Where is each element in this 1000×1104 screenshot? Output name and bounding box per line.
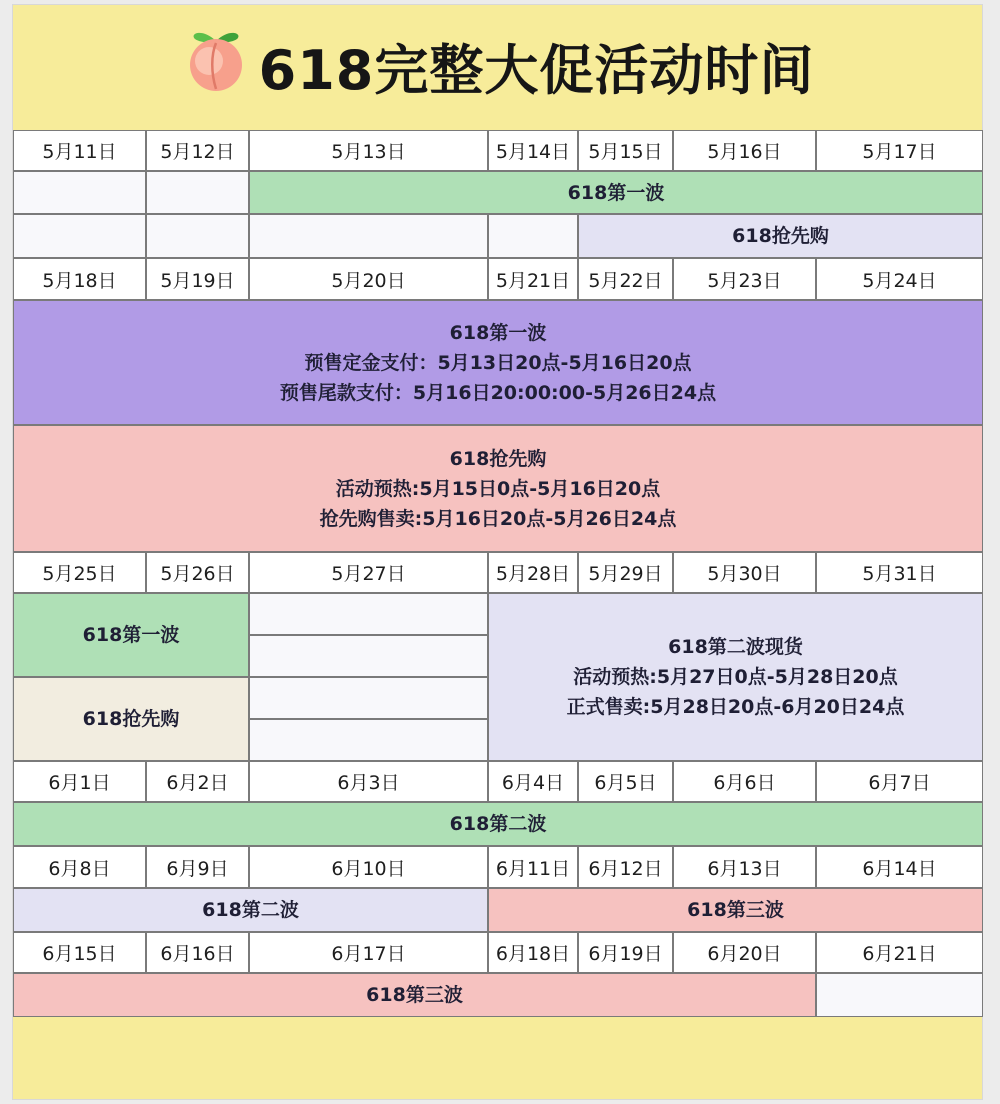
date-cell — [816, 552, 983, 593]
cell-text: 618第三波 — [366, 984, 463, 1006]
empty-cell — [249, 214, 488, 258]
band-title: 618抢先购 — [449, 447, 547, 470]
date-cell — [578, 932, 673, 973]
cell-text: 6月10日 — [331, 857, 406, 880]
band-detail-line: 活动预热:5月27日0点-5月28日20点 — [573, 666, 898, 688]
date-cell — [13, 552, 146, 593]
empty-cell — [816, 973, 983, 1017]
cell-text: 6月3日 — [337, 772, 400, 794]
date-cell — [249, 258, 488, 300]
date-cell — [488, 552, 578, 593]
empty-cell — [249, 593, 488, 635]
cell-text: 618第一波 — [82, 624, 180, 646]
cell-text: 6月17日 — [331, 943, 406, 965]
empty-cell — [249, 719, 488, 761]
date-cell — [816, 130, 983, 171]
band-detail-line: 预售尾款支付：5月16日20:00:00-5月26日24点 — [279, 381, 717, 404]
date-cell — [488, 932, 578, 973]
date-cell — [488, 761, 578, 802]
cell-text: 6月2日 — [166, 772, 229, 794]
date-cell — [578, 130, 673, 171]
cell-text: 6月16日 — [160, 943, 235, 965]
cell-text: 618抢先购 — [732, 225, 829, 247]
cell-text: 6月4日 — [501, 772, 565, 794]
date-cell — [249, 846, 488, 888]
cell-text: 5月28日 — [495, 563, 571, 585]
band-detail-line: 抢先购售卖:5月16日20点-5月26日24点 — [319, 507, 677, 530]
date-cell — [249, 932, 488, 973]
cell-text: 618第二波 — [449, 813, 547, 835]
date-cell — [816, 761, 983, 802]
date-cell — [146, 932, 249, 973]
date-cell — [146, 552, 249, 593]
cell-text: 5月12日 — [160, 141, 235, 163]
date-cell — [673, 932, 816, 973]
band-title: 618第二波现货 — [668, 636, 803, 658]
date-cell — [673, 130, 816, 171]
cell-text: 6月8日 — [48, 857, 111, 880]
cell-text: 6月12日 — [588, 857, 663, 880]
band-detail-line: 活动预热:5月15日0点-5月16日20点 — [335, 477, 661, 500]
cell-text: 6月1日 — [48, 772, 111, 794]
date-cell — [816, 932, 983, 973]
cell-text: 5月11日 — [42, 141, 117, 163]
cell-text: 5月25日 — [42, 563, 117, 585]
cell-text: 6月6日 — [713, 772, 776, 794]
rush-buy-band — [13, 677, 249, 761]
first-wave-band — [13, 593, 249, 677]
date-cell — [249, 761, 488, 802]
rush-buy-detail-band — [13, 425, 983, 552]
cell-text: 5月17日 — [862, 141, 937, 163]
date-cell — [146, 846, 249, 888]
band-detail-line: 预售定金支付：5月13日20点-5月16日20点 — [304, 351, 692, 374]
date-cell — [816, 846, 983, 888]
cell-text: 6月5日 — [594, 772, 657, 794]
date-cell — [249, 130, 488, 171]
cell-text: 6月20日 — [707, 943, 782, 965]
cell-text: 618抢先购 — [82, 708, 180, 730]
cell-text: 6月21日 — [862, 943, 937, 965]
date-cell — [578, 846, 673, 888]
date-cell — [673, 258, 816, 300]
date-cell — [488, 258, 578, 300]
cell-text: 5月22日 — [588, 269, 663, 292]
first-wave-band — [249, 171, 983, 214]
second-wave-band — [13, 888, 488, 932]
cell-text: 6月9日 — [166, 857, 229, 880]
peach-icon — [181, 25, 259, 108]
cell-text: 5月16日 — [707, 141, 782, 163]
date-cell — [673, 552, 816, 593]
cell-text: 5月18日 — [42, 269, 117, 292]
cell-text: 618第一波 — [567, 181, 665, 204]
date-cell — [13, 761, 146, 802]
date-cell — [146, 258, 249, 300]
empty-cell — [249, 677, 488, 719]
date-cell — [146, 130, 249, 171]
date-cell — [13, 932, 146, 973]
third-wave-band — [13, 973, 816, 1017]
cell-text: 5月31日 — [862, 563, 937, 585]
date-cell — [488, 846, 578, 888]
empty-cell — [146, 171, 249, 214]
date-cell — [578, 552, 673, 593]
cell-text: 6月14日 — [862, 857, 937, 880]
cell-text: 618第三波 — [687, 899, 784, 921]
cell-text: 5月14日 — [495, 141, 571, 163]
cell-text: 5月15日 — [588, 141, 663, 163]
date-cell — [578, 761, 673, 802]
cell-text: 5月27日 — [331, 563, 406, 585]
date-cell — [578, 258, 673, 300]
empty-cell — [146, 214, 249, 258]
empty-cell — [249, 635, 488, 677]
title-text: 618完整大促活动时间 — [258, 38, 815, 102]
date-cell — [249, 552, 488, 593]
empty-cell — [13, 171, 146, 214]
page-title — [12, 4, 983, 128]
rush-buy-band — [578, 214, 983, 258]
date-cell — [673, 761, 816, 802]
cell-text: 6月7日 — [868, 772, 931, 794]
cell-text: 5月19日 — [160, 269, 235, 292]
cell-text: 618第二波 — [202, 899, 299, 921]
date-cell — [13, 258, 146, 300]
cell-text: 5月30日 — [707, 563, 782, 585]
cell-text: 5月23日 — [707, 269, 782, 292]
band-detail-line: 正式售卖:5月28日20点-6月20日24点 — [566, 696, 905, 718]
date-cell — [146, 761, 249, 802]
third-wave-band — [488, 888, 983, 932]
date-cell — [13, 130, 146, 171]
cell-text: 5月29日 — [588, 563, 663, 585]
second-wave-spot-band — [488, 593, 983, 761]
empty-cell — [488, 214, 578, 258]
cell-text: 5月20日 — [331, 269, 406, 292]
date-cell — [816, 258, 983, 300]
date-cell — [13, 846, 146, 888]
empty-cell — [13, 214, 146, 258]
second-wave-band — [13, 802, 983, 846]
date-cell — [673, 846, 816, 888]
cell-text: 6月18日 — [495, 943, 571, 965]
date-cell — [488, 130, 578, 171]
cell-text: 6月11日 — [495, 857, 571, 880]
cell-text: 5月24日 — [862, 269, 937, 292]
cell-text: 6月13日 — [707, 857, 782, 880]
cell-text: 5月13日 — [331, 141, 406, 163]
first-wave-detail-band — [13, 300, 983, 425]
cell-text: 5月26日 — [160, 563, 235, 585]
cell-text: 6月15日 — [42, 943, 117, 965]
band-title: 618第一波 — [449, 321, 547, 344]
cell-text: 5月21日 — [495, 269, 571, 292]
cell-text: 6月19日 — [588, 943, 663, 965]
